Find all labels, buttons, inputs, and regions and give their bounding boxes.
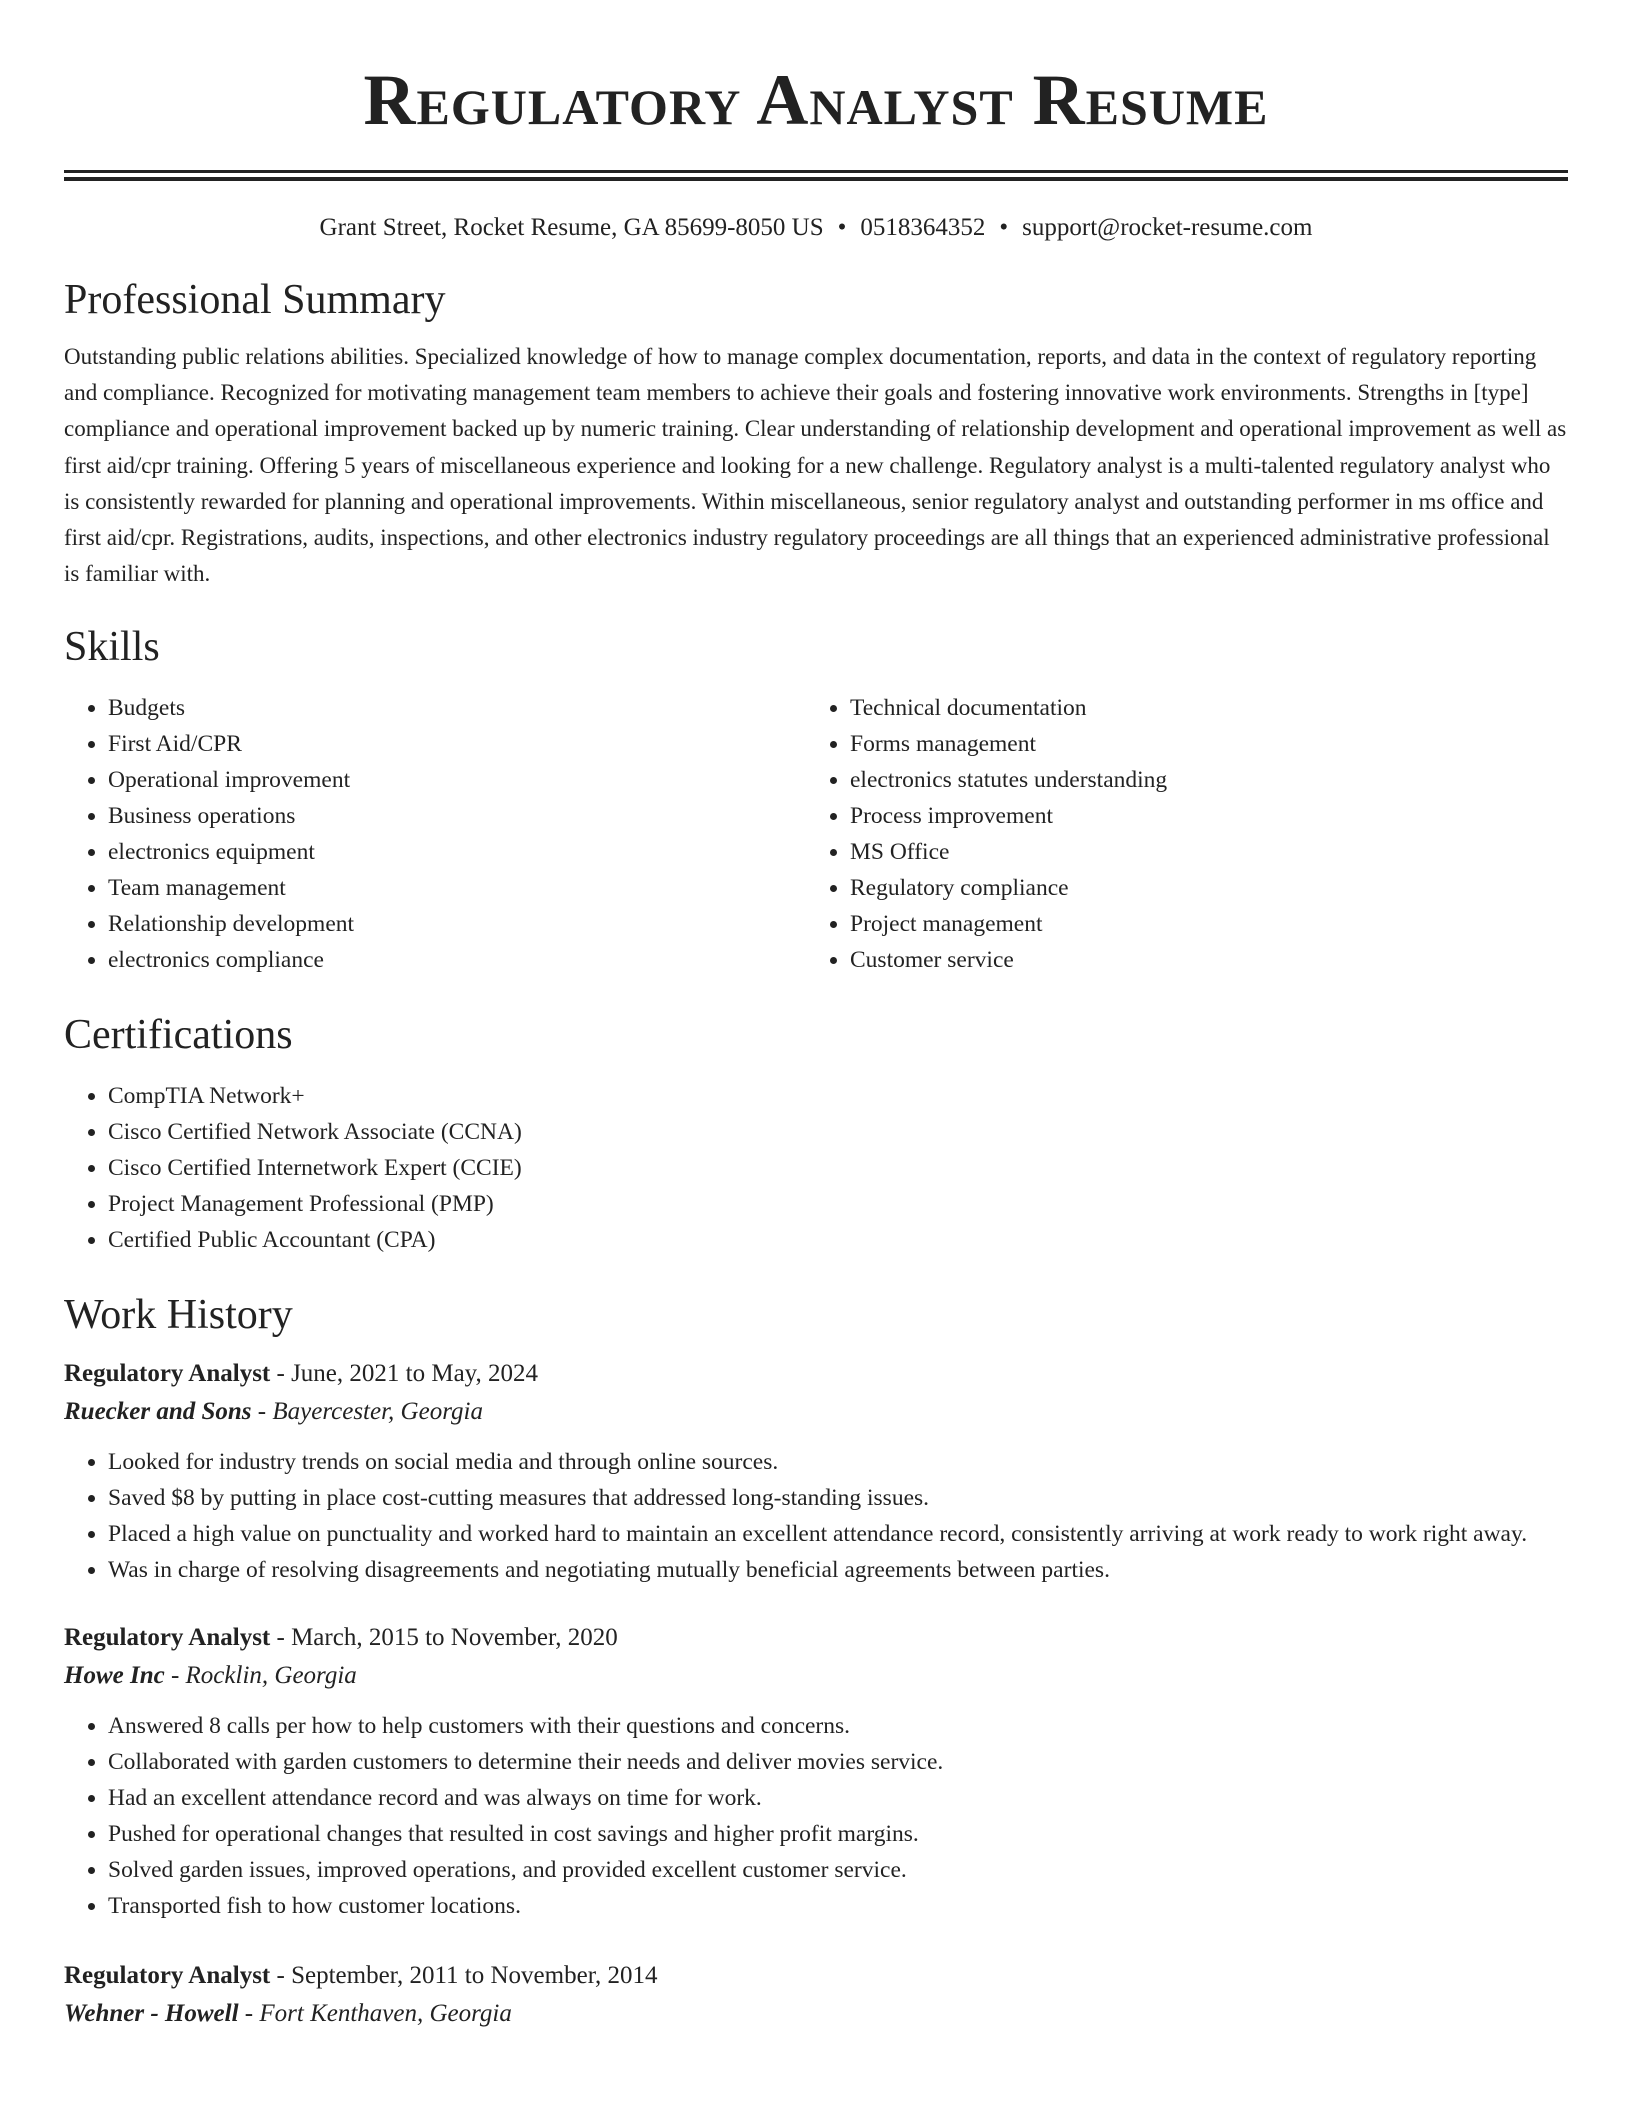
list-item: • electronics equipment xyxy=(108,834,806,870)
certifications-heading: Certifications xyxy=(64,1012,293,1059)
list-item: • Budgets xyxy=(108,690,806,726)
work-history-section xyxy=(64,1290,1568,2032)
list-item: • Collaborated with garden customers to determine their needs and deliver movies service. xyxy=(108,1744,1568,1780)
skills-heading: Skills xyxy=(64,624,160,671)
list-item: • Team management xyxy=(108,870,806,906)
list-item: • Regulatory compliance xyxy=(850,870,1548,906)
job-company: Wehner - Howell xyxy=(64,2000,239,2028)
list-item: • CompTIA Network+ xyxy=(108,1078,1568,1114)
list-item: • Had an excellent attendance record and was always on time for work. xyxy=(108,1780,1568,1816)
contact-phone: 0518364352 xyxy=(860,214,986,241)
list-item: • Customer service xyxy=(850,942,1548,978)
list-item: • Forms management xyxy=(850,726,1548,762)
job-bullets xyxy=(64,1708,1568,1924)
contact-line xyxy=(64,211,1568,245)
job-entry xyxy=(64,1356,1568,1588)
list-item: • Certified Public Accountant (CPA) xyxy=(108,1222,1568,1258)
job-title-line xyxy=(64,1356,1568,1392)
list-item: • Was in charge of resolving disagreements and negotiating mutually beneficial agreements between parties. xyxy=(108,1552,1568,1588)
list-item: • Solved garden issues, improved operations, and provided excellent customer service. xyxy=(108,1852,1568,1888)
contact-separator: • xyxy=(837,214,847,241)
summary-heading: Professional Summary xyxy=(64,277,446,323)
list-item: • Relationship development xyxy=(108,906,806,942)
skills-section xyxy=(64,622,1568,978)
job-company-line xyxy=(64,1996,1568,2032)
skills-list-right xyxy=(806,690,1548,978)
job-title: Regulatory Analyst xyxy=(64,1962,271,1990)
certifications-list xyxy=(64,1078,1568,1258)
list-item: • Saved $8 by putting in place cost-cutting measures that addressed long-standing issues. xyxy=(108,1480,1568,1516)
list-item: • Business operations xyxy=(108,798,806,834)
skills-column-right xyxy=(806,690,1548,978)
page-title: Regulatory Analyst Resume xyxy=(363,60,1269,140)
list-item: • Operational improvement xyxy=(108,762,806,798)
job-title: Regulatory Analyst xyxy=(64,1360,271,1388)
summary-section xyxy=(64,275,1568,592)
list-item: • Transported fish to how customer locations. xyxy=(108,1888,1568,1924)
list-item: • Placed a high value on punctuality and worked hard to maintain an excellent attendance record, consistently arriving at work ready to work right away. xyxy=(108,1516,1568,1552)
list-item: • Cisco Certified Internetwork Expert (CCIE) xyxy=(108,1150,1568,1186)
job-location: - Rocklin, Georgia xyxy=(164,1662,357,1690)
job-company: Howe Inc xyxy=(64,1662,165,1690)
list-item: • electronics statutes understanding xyxy=(850,762,1548,798)
job-title-line xyxy=(64,1958,1568,1994)
list-item: • Answered 8 calls per how to help customers with their questions and concerns. xyxy=(108,1708,1568,1744)
job-company-line xyxy=(64,1394,1568,1430)
job-title: Regulatory Analyst xyxy=(64,1624,271,1652)
job-bullets xyxy=(64,1444,1568,1588)
job-location: - Bayercester, Georgia xyxy=(251,1398,483,1426)
work-history-heading: Work History xyxy=(64,1292,293,1339)
job-dates: - June, 2021 to May, 2024 xyxy=(270,1360,539,1388)
skills-columns xyxy=(64,690,1568,978)
list-item: • Project Management Professional (PMP) xyxy=(108,1186,1568,1222)
list-item: • Technical documentation xyxy=(850,690,1548,726)
summary-text: Outstanding public relations abilities. Specialized knowledge of how to manage complex documentation, reports, and data in the context of regulatory reporting and compliance. Recognized for motivating management team members to achieve their goals and fostering innovative work environments. Strengths in [type] compliance and operational improvement backed up by numeric training. Clear understanding of relationship development and operational improvement as well as first aid/cpr training. Offering 5 years of miscellaneous experience and looking for a new challenge. Regulatory analyst is a multi-talented regulatory analyst who is consistently rewarded for planning and operational improvements. Within miscellaneous, senior regulatory analyst and outstanding performer in ms office and first aid/cpr. Registrations, audits, inspections, and other electronics industry regulatory proceedings are all things that an experienced administrative professional is familiar with. xyxy=(64,344,1567,587)
list-item: • Process improvement xyxy=(850,798,1548,834)
list-item: • First Aid/CPR xyxy=(108,726,806,762)
list-item: • Cisco Certified Network Associate (CCNA) xyxy=(108,1114,1568,1150)
job-company: Ruecker and Sons xyxy=(64,1398,252,1426)
job-title-line xyxy=(64,1620,1568,1656)
list-item: • Project management xyxy=(850,906,1548,942)
certifications-section xyxy=(64,1010,1568,1258)
contact-address: Grant Street, Rocket Resume, GA 85699-8050 US xyxy=(319,214,824,241)
job-location: - Fort Kenthaven, Georgia xyxy=(238,2000,512,2028)
skills-column-left xyxy=(64,690,806,978)
list-item: • electronics compliance xyxy=(108,942,806,978)
contact-email: support@rocket-resume.com xyxy=(1022,214,1313,241)
job-dates: - September, 2011 to November, 2014 xyxy=(270,1962,658,1990)
job-company-line xyxy=(64,1658,1568,1694)
list-item: • Looked for industry trends on social media and through online sources. xyxy=(108,1444,1568,1480)
list-item: • MS Office xyxy=(850,834,1548,870)
job-entry xyxy=(64,1620,1568,1924)
skills-list-left xyxy=(64,690,806,978)
job-dates: - March, 2015 to November, 2020 xyxy=(270,1624,618,1652)
title-divider xyxy=(64,170,1568,181)
list-item: • Pushed for operational changes that resulted in cost savings and higher profit margins. xyxy=(108,1816,1568,1852)
job-entry xyxy=(64,1958,1568,2032)
contact-separator: • xyxy=(999,214,1009,241)
